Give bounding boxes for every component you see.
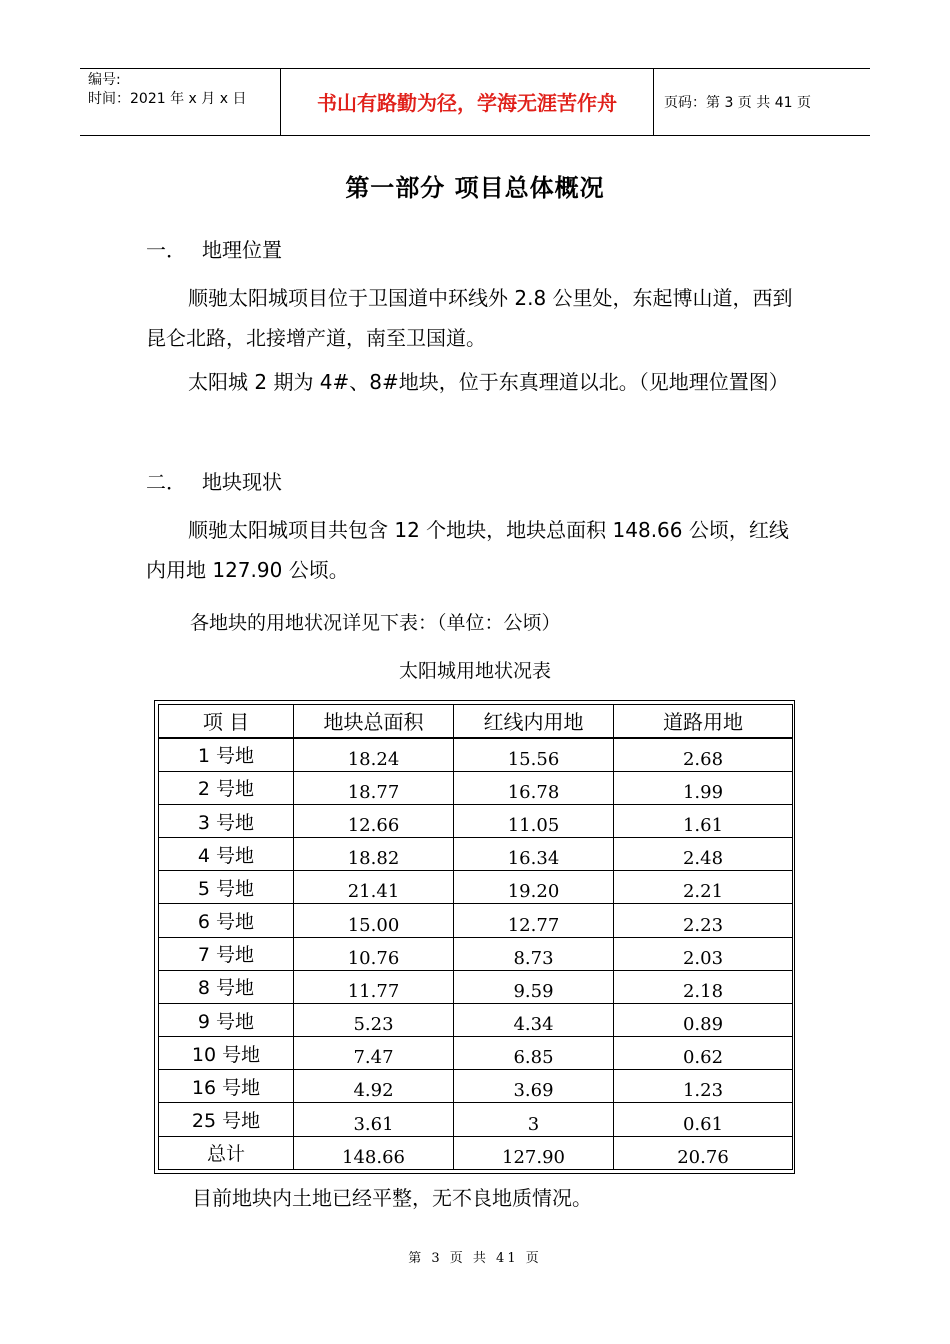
table-cell-value: 0.61 bbox=[614, 1103, 793, 1136]
table-body bbox=[159, 738, 793, 1170]
table-header-redline-area: 红线内用地 bbox=[454, 705, 614, 738]
table-cell-value: 1.99 bbox=[614, 771, 793, 804]
table-cell-value: 6.85 bbox=[454, 1037, 614, 1070]
header-motto: 书山有路勤为径，学海无涯苦作舟 bbox=[281, 69, 654, 135]
header-time-label: 时间：2021 年 x 月 x 日 bbox=[88, 91, 247, 107]
table-cell-value: 12.66 bbox=[294, 804, 454, 837]
page-title: 第一部分 项目总体概况 bbox=[345, 174, 605, 202]
table-cell-value: 148.66 bbox=[294, 1136, 454, 1169]
table-row bbox=[159, 871, 793, 904]
table-header-road-area: 道路用地 bbox=[614, 705, 793, 738]
page-header bbox=[80, 68, 870, 136]
section-number: 二． bbox=[146, 470, 186, 494]
section-heading-location bbox=[146, 234, 282, 263]
table-cell-value: 21.41 bbox=[294, 871, 454, 904]
table-cell-label: 8 号地 bbox=[159, 970, 294, 1003]
header-number-label: 编号: bbox=[88, 72, 121, 88]
table-cell-label: 4 号地 bbox=[159, 838, 294, 871]
table-cell-value: 3 bbox=[454, 1103, 614, 1136]
header-meta bbox=[80, 69, 281, 135]
table-cell-value: 4.34 bbox=[454, 1003, 614, 1036]
table-cell-label: 6 号地 bbox=[159, 904, 294, 937]
closing-paragraph: 目前地块内土地已经平整，无不良地质情况。 bbox=[192, 1186, 592, 1210]
page-footer: 第 3 页 共 41 页 bbox=[408, 1251, 542, 1266]
table-row bbox=[159, 904, 793, 937]
table-cell-label: 16 号地 bbox=[159, 1070, 294, 1103]
table-note: 各地块的用地状况详见下表：（单位：公顷） bbox=[190, 612, 561, 634]
location-paragraph-1: 顺驰太阳城项目位于卫国道中环线外 2.8 公里处，东起博山道，西到昆仑北路，北接增产道，南至卫国道。 bbox=[146, 286, 793, 350]
table-row bbox=[159, 804, 793, 837]
section-heading-text: 地理位置 bbox=[202, 238, 282, 262]
table-cell-value: 18.82 bbox=[294, 838, 454, 871]
table-row bbox=[159, 738, 793, 772]
table-cell-value: 11.05 bbox=[454, 804, 614, 837]
section-heading-text: 地块现状 bbox=[202, 470, 282, 494]
table-cell-label: 1 号地 bbox=[159, 738, 294, 772]
table-row bbox=[159, 1103, 793, 1136]
table-cell-label: 2 号地 bbox=[159, 771, 294, 804]
table-cell-value: 127.90 bbox=[454, 1136, 614, 1169]
location-paragraph-2: 太阳城 2 期为 4#、8#地块，位于东真理道以北。（见地理位置图） bbox=[188, 370, 789, 394]
table-cell-label: 总计 bbox=[159, 1136, 294, 1169]
header-page-info: 页码：第 3 页 共 41 页 bbox=[664, 95, 811, 111]
table-cell-value: 3.69 bbox=[454, 1070, 614, 1103]
table-row bbox=[159, 1037, 793, 1070]
table-cell-label: 3 号地 bbox=[159, 804, 294, 837]
table-cell-value: 2.68 bbox=[614, 738, 793, 772]
table-cell-value: 5.23 bbox=[294, 1003, 454, 1036]
table-cell-value: 2.23 bbox=[614, 904, 793, 937]
section-heading-status bbox=[146, 466, 282, 495]
table-cell-value: 2.48 bbox=[614, 838, 793, 871]
table-cell-label: 10 号地 bbox=[159, 1037, 294, 1070]
table-cell-value: 1.61 bbox=[614, 804, 793, 837]
table-cell-value: 15.56 bbox=[454, 738, 614, 772]
table-cell-value: 12.77 bbox=[454, 904, 614, 937]
table-cell-value: 3.61 bbox=[294, 1103, 454, 1136]
table-row bbox=[159, 771, 793, 804]
table-row bbox=[159, 937, 793, 970]
table-cell-value: 18.24 bbox=[294, 738, 454, 772]
table-cell-label: 25 号地 bbox=[159, 1103, 294, 1136]
table-cell-value: 0.62 bbox=[614, 1037, 793, 1070]
table-cell-value: 16.34 bbox=[454, 838, 614, 871]
table-cell-label: 7 号地 bbox=[159, 937, 294, 970]
table-caption: 太阳城用地状况表 bbox=[398, 660, 551, 682]
table-row bbox=[159, 838, 793, 871]
table-cell-value: 8.73 bbox=[454, 937, 614, 970]
table-cell-value: 4.92 bbox=[294, 1070, 454, 1103]
table-cell-value: 2.21 bbox=[614, 871, 793, 904]
table-cell-label: 5 号地 bbox=[159, 871, 294, 904]
table-cell-value: 0.89 bbox=[614, 1003, 793, 1036]
section-number: 一． bbox=[146, 238, 186, 262]
table-row bbox=[159, 1136, 793, 1169]
table-cell-value: 15.00 bbox=[294, 904, 454, 937]
land-use-table bbox=[154, 700, 795, 1174]
table-cell-value: 20.76 bbox=[614, 1136, 793, 1169]
table-row bbox=[159, 1003, 793, 1036]
table-cell-value: 16.78 bbox=[454, 771, 614, 804]
table-cell-value: 7.47 bbox=[294, 1037, 454, 1070]
table-header-total-area: 地块总面积 bbox=[294, 705, 454, 738]
table-row bbox=[159, 970, 793, 1003]
table-cell-value: 10.76 bbox=[294, 937, 454, 970]
table-cell-label: 9 号地 bbox=[159, 1003, 294, 1036]
table-cell-value: 1.23 bbox=[614, 1070, 793, 1103]
table-cell-value: 2.18 bbox=[614, 970, 793, 1003]
table-cell-value: 9.59 bbox=[454, 970, 614, 1003]
table-cell-value: 11.77 bbox=[294, 970, 454, 1003]
table-cell-value: 2.03 bbox=[614, 937, 793, 970]
status-paragraph: 顺驰太阳城项目共包含 12 个地块，地块总面积 148.66 公顷，红线内用地 127.90 公顷。 bbox=[146, 518, 789, 582]
table-cell-value: 18.77 bbox=[294, 771, 454, 804]
table-cell-value: 19.20 bbox=[454, 871, 614, 904]
table-header-item: 项 目 bbox=[159, 705, 294, 738]
table-row bbox=[159, 1070, 793, 1103]
